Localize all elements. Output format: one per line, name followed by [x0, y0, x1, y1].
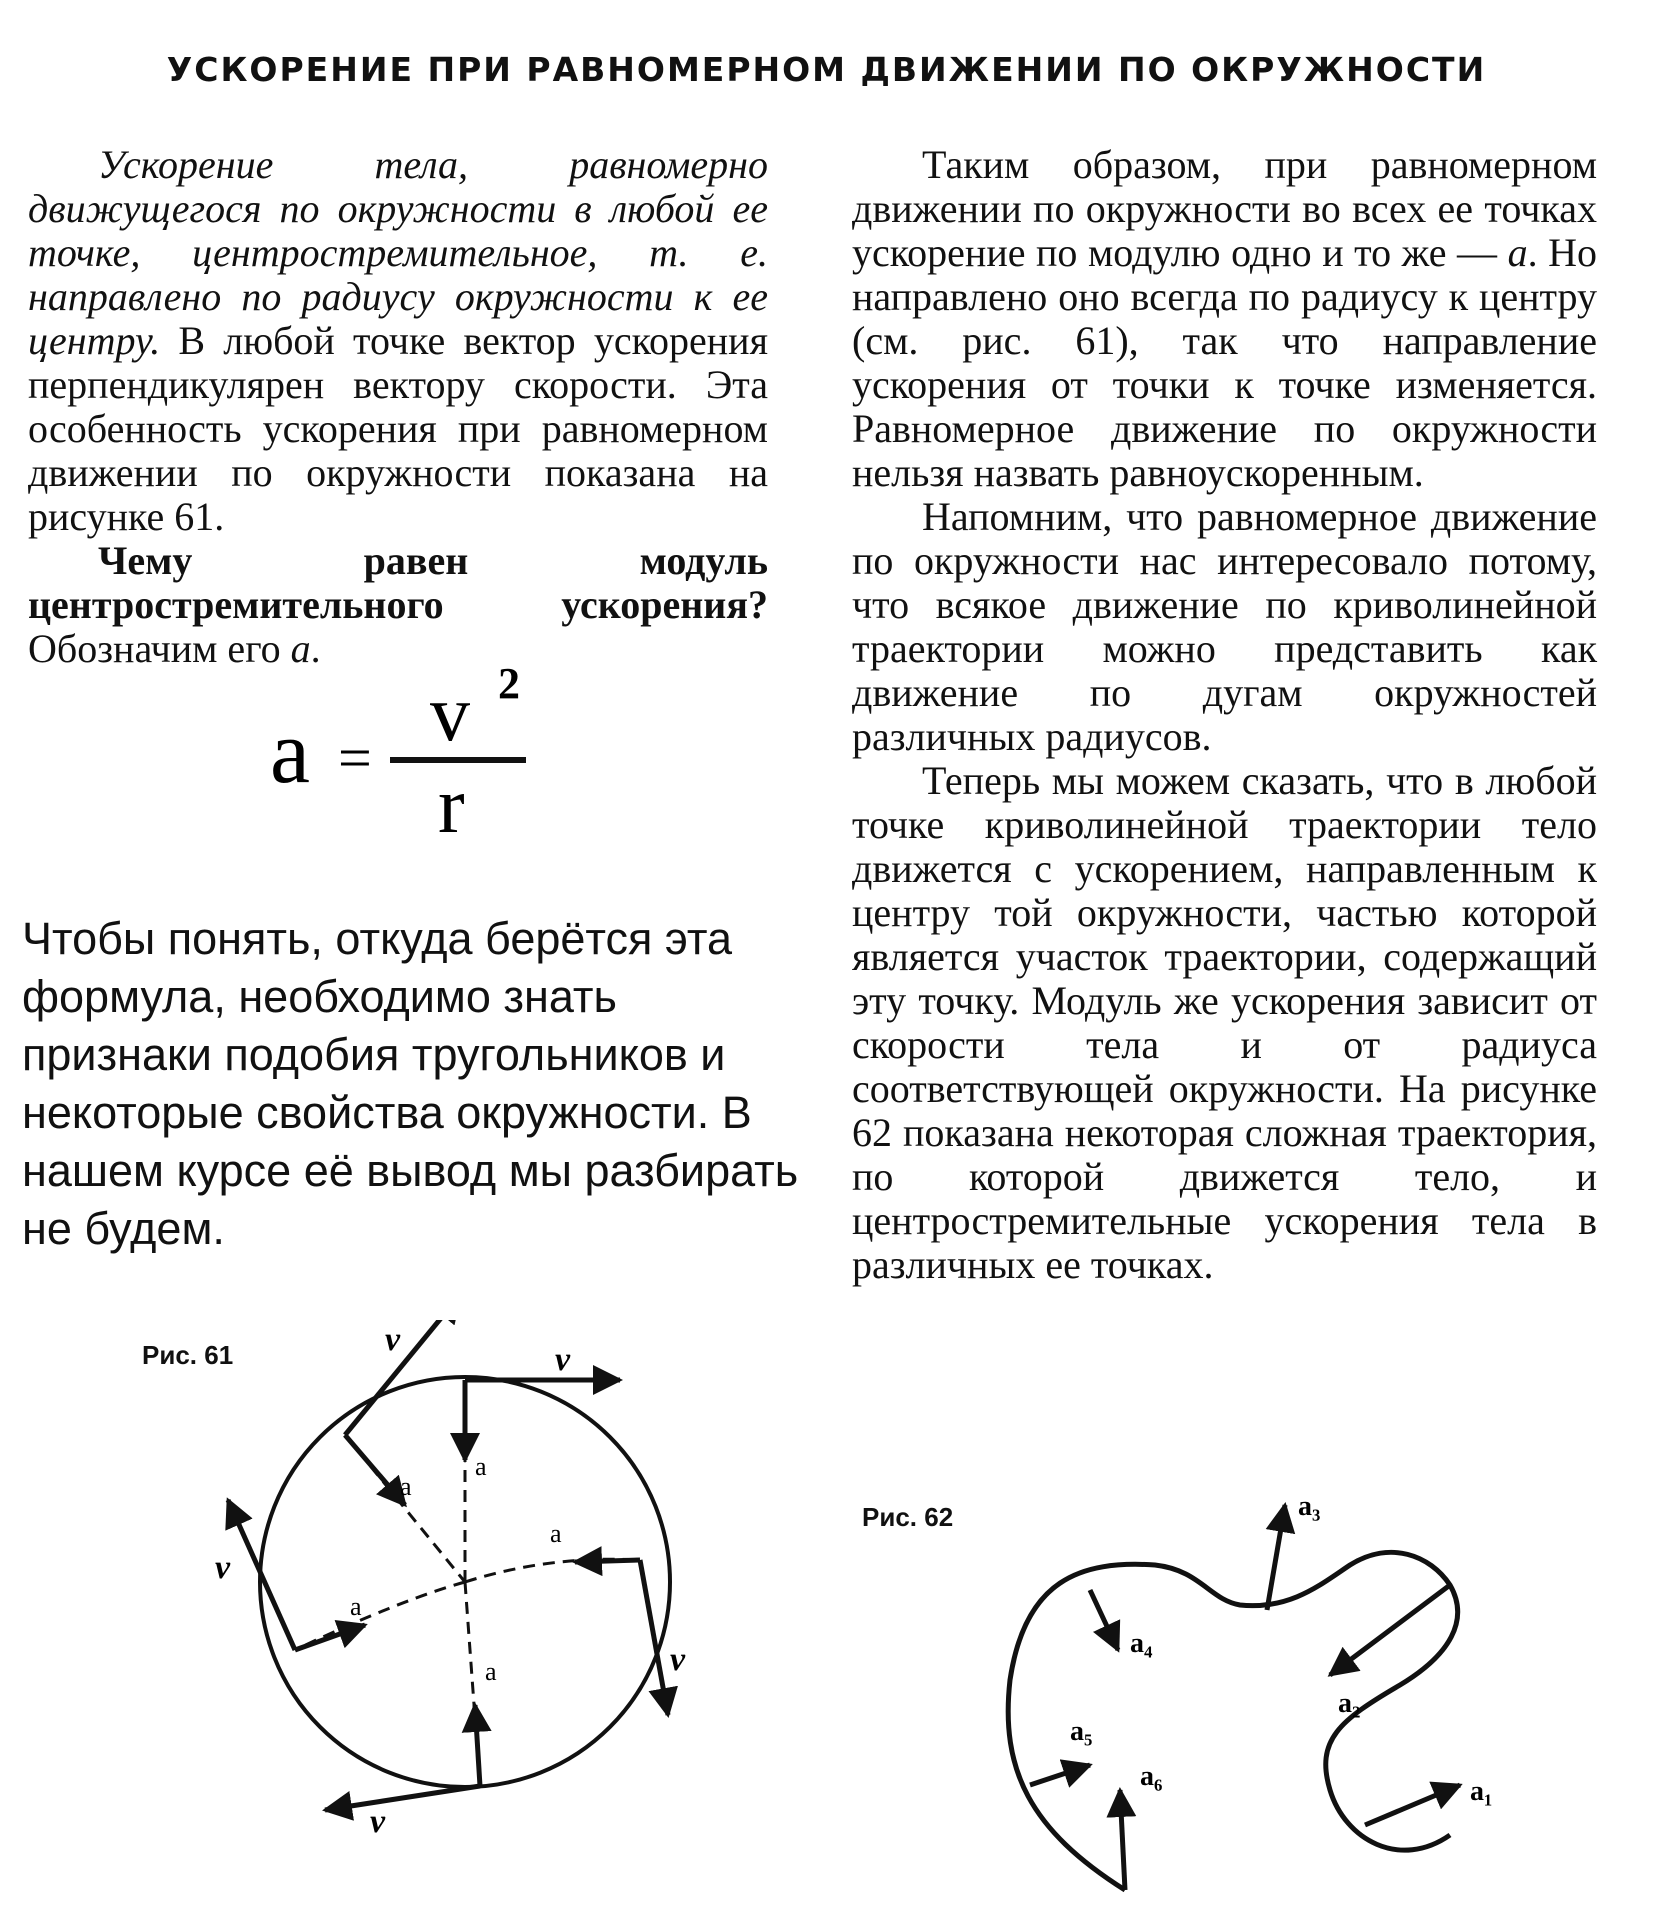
figure-62-label: Рис. 62 — [862, 1502, 954, 1532]
figure-61-label: Рис. 61 — [142, 1340, 234, 1370]
accel-arrow-upper-left — [345, 1435, 405, 1505]
page-title: УСКОРЕНИЕ ПРИ РАВНОМЕРНОМ ДВИЖЕНИИ ПО ОКРУЖНОСТИ — [166, 50, 1487, 89]
accel-label-4: a₄ — [1130, 1628, 1153, 1659]
accel-arrow-left — [295, 1625, 365, 1650]
left-column-text — [28, 143, 768, 671]
accel-label-3: a₃ — [1298, 1491, 1321, 1522]
accel-arrow-bottom — [475, 1705, 480, 1786]
formula-lhs: a — [270, 703, 310, 802]
velocity-arrow-left — [228, 1500, 295, 1650]
velocity-label: v — [370, 1803, 386, 1840]
left-paragraph-1 — [28, 143, 768, 539]
accel-label-1: a₁ — [1470, 1776, 1493, 1807]
accel-label: a — [475, 1452, 487, 1481]
formula-denominator: r — [438, 762, 465, 850]
accel-label: a — [350, 1592, 362, 1621]
accel-arrow-3 — [1267, 1505, 1285, 1610]
right-paragraph-2: Напомним, что равномерное движение по окружности нас интересовало потому, что всякое движение по криволинейной траектории можно представить как движение по дугам окружностей различных радиусов. — [852, 494, 1597, 759]
accel-arrow-6 — [1120, 1790, 1125, 1890]
definition-italic: Ускорение тела, равномерно движущегося по окружности в любой ее точке, центростремительное, т. е. направлено по радиусу окружности к ее центру. — [28, 142, 768, 363]
handwritten-formula — [270, 660, 550, 860]
right-paragraph-1 — [852, 143, 1597, 495]
question-rest: Обозначим его — [28, 626, 291, 671]
question-end: . — [310, 626, 321, 671]
accel-label-5: a₅ — [1070, 1716, 1093, 1747]
velocity-label: v — [385, 1321, 401, 1358]
right-p1-variable: a — [1507, 230, 1528, 275]
left-paragraph-2 — [28, 539, 768, 671]
accel-arrow-right — [575, 1560, 640, 1562]
velocity-label: v — [555, 1341, 571, 1378]
right-paragraph-3: Теперь мы можем сказать, что в любой точке криволинейной траектории тело движется с ускорением, направленным к центру той окружности, частью которой является участок траектории, содержащий эту точку. Модуль же ускорения зависит от скорости тела и от радиуса соответствующей окружности. На рисунке 62 показана некоторая сложная траектория, по которой движется тело, и центростремительные ускорения тела в различных ее точках. — [852, 758, 1597, 1287]
definition-rest: В любой точке вектор ускорения перпендикулярен вектору скорости. Эта особенность ускорения при равномерном движении по окружности показана на рисунке 61. — [28, 318, 768, 539]
explanatory-note: Чтобы понять, откуда берётся эта формула, необходимо знать признаки подобия тругольников и некоторые свойства окружности. В нашем курсе её вывод мы разбирать не будем. — [22, 913, 799, 1254]
figure-62 — [960, 1480, 1560, 1900]
accel-arrow-1 — [1365, 1785, 1460, 1825]
formula-equals: = — [338, 725, 372, 791]
velocity-arrow-bottom — [325, 1786, 480, 1810]
accel-arrow-5 — [1030, 1765, 1090, 1785]
right-p1-end: . Но направлено оно всегда по радиусу к центру (см. рис. 61), так что направление ускорения от точки к точке изменяется. Равномерное движение по окружности нельзя назвать равноускоренным. — [852, 230, 1597, 495]
accel-label: a — [485, 1657, 497, 1686]
velocity-label: v — [215, 1549, 231, 1586]
accel-label: a — [550, 1519, 562, 1548]
velocity-label: v — [670, 1641, 686, 1678]
question-bold: Чему равен модуль центростремительного ускорения? — [28, 538, 768, 627]
accel-arrow-4 — [1090, 1590, 1118, 1650]
formula-numerator: v — [430, 670, 470, 758]
right-column-text — [852, 143, 1597, 1287]
accel-label-6: a₆ — [1140, 1761, 1163, 1792]
figure-61 — [200, 1320, 720, 1840]
accel-label-2: a₂ — [1338, 1688, 1361, 1719]
formula-exponent: 2 — [498, 660, 520, 708]
right-p1-start: Таким образом, при равномерном движении по окружности во всех ее точках ускорение по модулю одно и то же — — [852, 142, 1597, 275]
accel-label: a — [400, 1472, 412, 1501]
question-variable: a — [290, 626, 311, 671]
